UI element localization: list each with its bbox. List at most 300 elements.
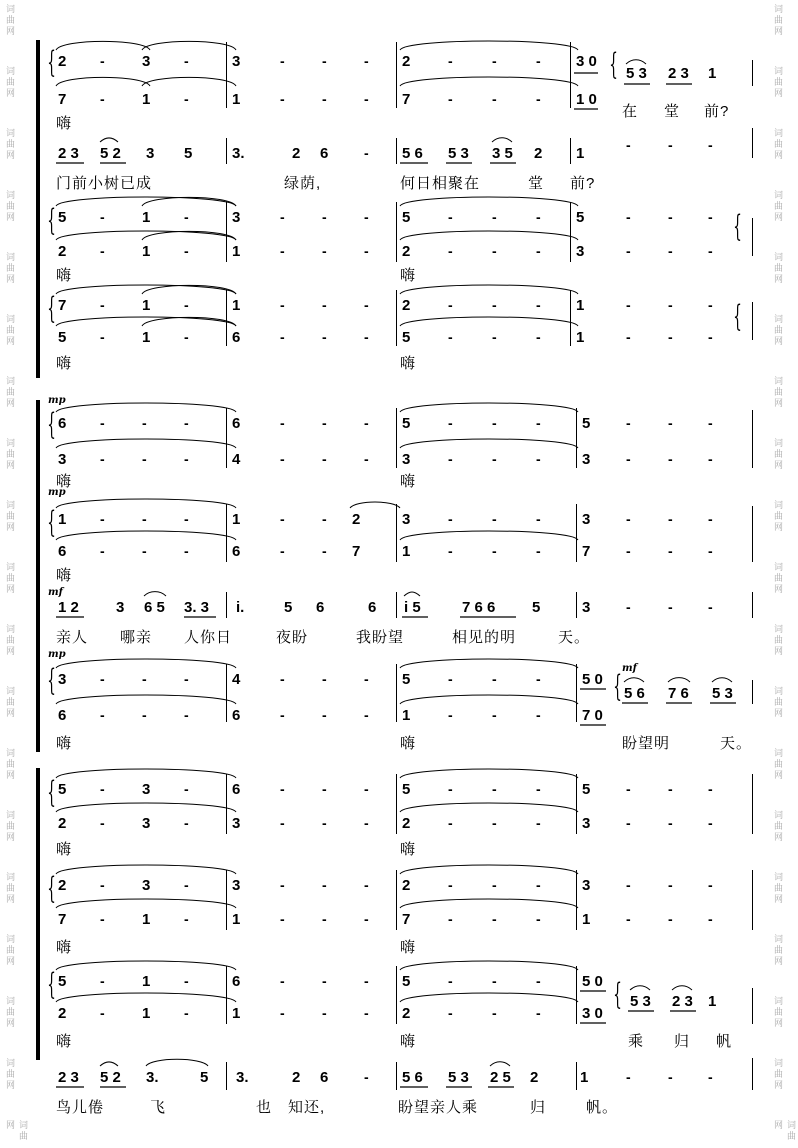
sustain-dash: - <box>100 511 105 527</box>
jianpu-note: 1 <box>232 511 241 528</box>
sustain-dash: - <box>626 1069 631 1085</box>
barline <box>226 966 227 1024</box>
sustain-dash: - <box>536 543 541 559</box>
lyric-text: 嗨 <box>400 735 417 752</box>
lyric-text: 嗨 <box>56 1033 73 1050</box>
barline <box>570 138 571 164</box>
sustain-dash: - <box>668 543 673 559</box>
sustain-dash: - <box>364 877 369 893</box>
barline <box>576 774 577 834</box>
tie-arc <box>56 899 236 908</box>
jianpu-note: 7 0 <box>582 707 603 724</box>
tie-arc <box>400 865 578 874</box>
barline <box>576 408 577 468</box>
sustain-dash: - <box>322 707 327 723</box>
jianpu-note: 3 <box>232 53 241 70</box>
lyric-text: 亲人 <box>56 629 89 646</box>
sustain-dash: - <box>536 815 541 831</box>
barline <box>752 410 753 468</box>
barline <box>396 408 397 468</box>
lyric-text: 嗨 <box>56 841 73 858</box>
part-brace: { <box>47 663 56 698</box>
sustain-dash: - <box>364 815 369 831</box>
sustain-dash: - <box>184 973 189 989</box>
sustain-dash: - <box>142 415 147 431</box>
sustain-dash: - <box>280 877 285 893</box>
system-bracket <box>36 40 44 378</box>
jianpu-note: 5 <box>184 145 193 162</box>
jianpu-note: 5 <box>402 415 411 432</box>
jianpu-note: 6 <box>232 415 241 432</box>
jianpu-note: 3 <box>582 511 591 528</box>
sustain-dash: - <box>322 451 327 467</box>
tie-arc <box>400 77 578 86</box>
jianpu-note: 6 <box>320 1069 329 1086</box>
watermark-text: 词曲网 <box>5 376 15 409</box>
sustain-dash: - <box>280 511 285 527</box>
watermark-text: 词曲网 <box>773 810 783 843</box>
sustain-dash: - <box>280 911 285 927</box>
jianpu-note: 2 <box>58 243 67 260</box>
barline <box>396 42 397 108</box>
sustain-dash: - <box>280 1005 285 1021</box>
tie-arc <box>400 439 578 448</box>
sustain-dash: - <box>364 1069 369 1085</box>
sustain-dash: - <box>448 877 453 893</box>
barline <box>752 506 753 562</box>
sustain-dash: - <box>100 209 105 225</box>
sustain-dash: - <box>492 243 497 259</box>
sustain-dash: - <box>448 415 453 431</box>
sustain-dash: - <box>492 671 497 687</box>
sustain-dash: - <box>448 707 453 723</box>
sustain-dash: - <box>708 911 713 927</box>
jianpu-note: 3 <box>116 599 125 616</box>
jianpu-note: 3 <box>582 877 591 894</box>
sustain-dash: - <box>184 451 189 467</box>
sustain-dash: - <box>626 297 631 313</box>
barline <box>226 202 227 262</box>
sustain-dash: - <box>626 511 631 527</box>
sustain-dash: - <box>322 243 327 259</box>
watermark-text: 词曲网 <box>5 810 15 843</box>
barline <box>226 664 227 722</box>
jianpu-note: 2 <box>402 53 411 70</box>
watermark-text: 词曲网 <box>5 748 15 781</box>
jianpu-note: 2 3 <box>668 65 689 82</box>
tie-arc <box>626 60 646 64</box>
jianpu-note: 1 <box>708 993 717 1010</box>
sustain-dash: - <box>448 815 453 831</box>
lyric-text: 我盼望 <box>356 629 405 646</box>
lyric-text: 知还, <box>288 1099 326 1116</box>
jianpu-note: 5 <box>532 599 541 616</box>
jianpu-note: 3 0 <box>576 53 597 70</box>
jianpu-note: 5 6 <box>624 685 645 702</box>
sustain-dash: - <box>280 415 285 431</box>
jianpu-note: 5 3 <box>630 993 651 1010</box>
sustain-dash: - <box>364 329 369 345</box>
jianpu-note: 3 <box>232 815 241 832</box>
jianpu-note: 7 <box>58 911 67 928</box>
part-brace: { <box>613 977 622 1012</box>
sustain-dash: - <box>492 877 497 893</box>
watermark-text: 词曲网 <box>773 4 783 37</box>
jianpu-note: 3 0 <box>582 1005 603 1022</box>
jianpu-note: 1 <box>232 1005 241 1022</box>
jianpu-note: i. <box>236 599 245 616</box>
sustain-dash: - <box>708 137 713 153</box>
part-brace: { <box>47 967 56 1002</box>
sustain-dash: - <box>492 543 497 559</box>
lyric-text: 嗨 <box>400 267 417 284</box>
sustain-dash: - <box>708 543 713 559</box>
sustain-dash: - <box>142 511 147 527</box>
sustain-dash: - <box>280 781 285 797</box>
jianpu-note: 3 <box>582 599 591 616</box>
tie-arc <box>144 592 166 596</box>
jianpu-note: 3 <box>232 877 241 894</box>
tie-arc <box>142 197 236 206</box>
sustain-dash: - <box>492 911 497 927</box>
sustain-dash: - <box>184 911 189 927</box>
sustain-dash: - <box>322 671 327 687</box>
sustain-dash: - <box>100 53 105 69</box>
jianpu-note: 1 <box>232 243 241 260</box>
sustain-dash: - <box>364 297 369 313</box>
lyric-text: 嗨 <box>56 355 73 372</box>
jianpu-note: 3. <box>146 1069 159 1086</box>
sustain-dash: - <box>708 415 713 431</box>
lyric-text: 嗨 <box>56 567 73 584</box>
tie-arc <box>56 695 236 704</box>
sustain-dash: - <box>322 329 327 345</box>
jianpu-note: 3 <box>402 451 411 468</box>
tie-arc <box>146 1059 208 1066</box>
lyric-text: 夜盼 <box>276 629 309 646</box>
sustain-dash: - <box>100 297 105 313</box>
tie-arc <box>400 899 578 908</box>
sustain-dash: - <box>536 671 541 687</box>
sustain-dash: - <box>536 297 541 313</box>
jianpu-note: 3 <box>582 815 591 832</box>
jianpu-note: 7 <box>402 911 411 928</box>
sustain-dash: - <box>322 209 327 225</box>
jianpu-note: 2 <box>292 145 301 162</box>
jianpu-note: 6 <box>58 415 67 432</box>
tie-arc <box>400 197 578 206</box>
sustain-dash: - <box>626 243 631 259</box>
sustain-dash: - <box>708 297 713 313</box>
sustain-dash: - <box>280 671 285 687</box>
lyric-text: 嗨 <box>56 115 73 132</box>
jianpu-note: 6 <box>232 973 241 990</box>
watermark-text: 词曲网 <box>5 1120 28 1142</box>
jianpu-note: 2 3 <box>58 1069 79 1086</box>
watermark-text: 词曲网 <box>5 686 15 719</box>
jianpu-note: 1 <box>142 329 151 346</box>
sustain-dash: - <box>100 91 105 107</box>
barline <box>396 966 397 1024</box>
tie-arc <box>400 41 578 50</box>
sustain-dash: - <box>100 973 105 989</box>
tie-arc <box>56 865 236 874</box>
lyric-text: 堂 <box>528 175 545 192</box>
lyric-text: 飞 <box>150 1099 167 1116</box>
tie-arc <box>142 317 236 326</box>
watermark-text: 词曲网 <box>5 252 15 285</box>
tie-arc <box>490 1062 510 1066</box>
jianpu-note: 3. 3 <box>184 599 210 616</box>
jianpu-note: 5 2 <box>100 1069 121 1086</box>
watermark-text: 词曲网 <box>5 314 15 347</box>
jianpu-note: 3 <box>146 145 155 162</box>
lyric-text: 相见的明 <box>452 629 517 646</box>
tie-arc <box>56 439 236 448</box>
part-brace: { <box>47 203 56 238</box>
watermark-text: 词曲网 <box>773 562 783 595</box>
sustain-dash: - <box>626 599 631 615</box>
jianpu-note: 1 <box>142 973 151 990</box>
dynamic-marking: mp <box>48 487 66 498</box>
sustain-dash: - <box>184 415 189 431</box>
sustain-dash: - <box>668 209 673 225</box>
watermark-text: 词曲网 <box>773 128 783 161</box>
sustain-dash: - <box>668 451 673 467</box>
barline <box>576 966 577 1024</box>
lyric-text: 堂 <box>664 103 681 120</box>
sustain-dash: - <box>668 243 673 259</box>
tie-arc <box>56 659 236 668</box>
sustain-dash: - <box>708 1069 713 1085</box>
sustain-dash: - <box>448 209 453 225</box>
lyric-text: 乘 <box>628 1033 645 1050</box>
barline <box>576 592 577 618</box>
jianpu-note: 5 <box>582 781 591 798</box>
jianpu-note: 3 <box>142 877 151 894</box>
sustain-dash: - <box>100 781 105 797</box>
tie-arc <box>400 803 578 812</box>
jianpu-note: 6 <box>232 707 241 724</box>
jianpu-note: 5 3 <box>626 65 647 82</box>
sustain-dash: - <box>626 209 631 225</box>
watermark-text: 词曲网 <box>5 500 15 533</box>
sustain-dash: - <box>322 973 327 989</box>
sustain-dash: - <box>100 451 105 467</box>
barline <box>752 870 753 930</box>
part-brace: { <box>613 669 622 704</box>
sustain-dash: - <box>492 973 497 989</box>
dynamic-marking: mp <box>48 649 66 660</box>
barline <box>226 1062 227 1090</box>
jianpu-note: 7 6 <box>668 685 689 702</box>
jianpu-note: 2 3 <box>58 145 79 162</box>
sustain-dash: - <box>184 877 189 893</box>
sustain-dash: - <box>626 451 631 467</box>
part-brace: { <box>609 47 618 82</box>
sustain-dash: - <box>184 543 189 559</box>
jianpu-note: 2 <box>58 53 67 70</box>
jianpu-note: 2 <box>352 511 361 528</box>
sustain-dash: - <box>626 877 631 893</box>
jianpu-note: 3 <box>576 243 585 260</box>
jianpu-note: 6 <box>232 781 241 798</box>
jianpu-note: 5 <box>58 329 67 346</box>
sustain-dash: - <box>280 53 285 69</box>
sustain-dash: - <box>668 599 673 615</box>
sustain-dash: - <box>142 543 147 559</box>
jianpu-note: 5 0 <box>582 973 603 990</box>
lyric-text: 盼望亲人乘 <box>398 1099 479 1116</box>
jianpu-note: 7 <box>352 543 361 560</box>
lyric-text: 盼望明 <box>622 735 671 752</box>
tie-arc <box>400 285 578 294</box>
jianpu-note: 5 <box>58 209 67 226</box>
sustain-dash: - <box>184 243 189 259</box>
jianpu-note: 1 <box>142 911 151 928</box>
tie-arc <box>400 961 578 970</box>
lyric-text: 何日相聚在 <box>400 175 481 192</box>
watermark-text: 词曲网 <box>773 1120 796 1142</box>
sustain-dash: - <box>536 973 541 989</box>
sustain-dash: - <box>668 297 673 313</box>
barline <box>396 504 397 562</box>
jianpu-note: 1 <box>576 329 585 346</box>
sustain-dash: - <box>100 707 105 723</box>
watermark-text: 词曲网 <box>773 314 783 347</box>
jianpu-note: 2 <box>530 1069 539 1086</box>
barline <box>576 504 577 562</box>
jianpu-note: 5 3 <box>448 145 469 162</box>
sustain-dash: - <box>492 415 497 431</box>
watermark-text: 词曲网 <box>773 190 783 223</box>
watermark-text: 词曲网 <box>5 1058 15 1091</box>
sustain-dash: - <box>142 671 147 687</box>
lyric-text: 天。 <box>558 629 591 646</box>
sustain-dash: - <box>626 781 631 797</box>
tie-arc <box>400 993 578 1002</box>
sustain-dash: - <box>708 815 713 831</box>
sustain-dash: - <box>448 511 453 527</box>
sustain-dash: - <box>668 511 673 527</box>
jianpu-note: 7 6 6 <box>462 599 496 616</box>
barline <box>752 1058 753 1090</box>
sustain-dash: - <box>492 707 497 723</box>
sustain-dash: - <box>322 815 327 831</box>
sustain-dash: - <box>322 781 327 797</box>
jianpu-note: 5 <box>576 209 585 226</box>
watermark-text: 词曲网 <box>773 996 783 1029</box>
tie-arc <box>350 502 400 508</box>
sustain-dash: - <box>184 815 189 831</box>
watermark-text: 词曲网 <box>773 500 783 533</box>
tie-arc <box>142 77 236 86</box>
barline <box>752 592 753 618</box>
sustain-dash: - <box>492 451 497 467</box>
sustain-dash: - <box>626 137 631 153</box>
sustain-dash: - <box>708 599 713 615</box>
jianpu-note: 1 <box>232 911 241 928</box>
barline <box>226 592 227 618</box>
sustain-dash: - <box>184 511 189 527</box>
jianpu-note: 1 <box>142 91 151 108</box>
sustain-dash: - <box>492 53 497 69</box>
jianpu-note: 6 <box>58 707 67 724</box>
lyric-text: 帆 <box>716 1033 733 1050</box>
jianpu-note: 7 <box>58 91 67 108</box>
jianpu-note: 3 <box>232 209 241 226</box>
sustain-dash: - <box>322 511 327 527</box>
sustain-dash: - <box>100 329 105 345</box>
sustain-dash: - <box>536 1005 541 1021</box>
watermark-text: 词曲网 <box>5 934 15 967</box>
watermark-text: 词曲网 <box>773 934 783 967</box>
lyric-text: 在 <box>622 103 639 120</box>
jianpu-note: 5 <box>402 781 411 798</box>
sustain-dash: - <box>280 451 285 467</box>
tie-arc <box>56 769 236 778</box>
tie-arc <box>100 1062 118 1066</box>
barline <box>396 774 397 834</box>
sustain-dash: - <box>184 209 189 225</box>
tie-arc <box>404 592 420 596</box>
lyric-text: 门前小树已成 <box>56 175 153 192</box>
sustain-dash: - <box>448 911 453 927</box>
jianpu-note: 1 <box>232 297 241 314</box>
barline <box>396 202 397 262</box>
tie-arc <box>400 317 578 326</box>
sustain-dash: - <box>280 91 285 107</box>
sustain-dash: - <box>536 209 541 225</box>
jianpu-note: 1 <box>58 511 67 528</box>
sustain-dash: - <box>184 1005 189 1021</box>
watermark-text: 词曲网 <box>773 438 783 471</box>
jianpu-note: 1 <box>580 1069 589 1086</box>
part-brace: { <box>47 871 56 906</box>
jianpu-note: 3 <box>142 53 151 70</box>
tie-arc <box>142 231 236 240</box>
sustain-dash: - <box>536 243 541 259</box>
tie-arc <box>56 531 236 540</box>
sustain-dash: - <box>626 543 631 559</box>
jianpu-note: 5 <box>200 1069 209 1086</box>
lyric-text: 嗨 <box>400 939 417 956</box>
sustain-dash: - <box>142 707 147 723</box>
jianpu-note: 1 <box>142 243 151 260</box>
lyric-text: 也 <box>256 1099 273 1116</box>
jianpu-note: 6 <box>58 543 67 560</box>
sustain-dash: - <box>100 877 105 893</box>
jianpu-note: 2 <box>402 1005 411 1022</box>
sustain-dash: - <box>448 297 453 313</box>
lyric-text: 嗨 <box>56 939 73 956</box>
sustain-dash: - <box>536 451 541 467</box>
jianpu-note: i 5 <box>404 599 421 616</box>
sustain-dash: - <box>668 329 673 345</box>
lyric-text: 前? <box>570 175 596 192</box>
sustain-dash: - <box>492 511 497 527</box>
sustain-dash: - <box>364 145 369 161</box>
sustain-dash: - <box>364 671 369 687</box>
barline <box>226 504 227 562</box>
sustain-dash: - <box>184 297 189 313</box>
sustain-dash: - <box>492 91 497 107</box>
sustain-dash: - <box>492 1005 497 1021</box>
jianpu-note: 3. <box>236 1069 249 1086</box>
jianpu-note: 6 <box>316 599 325 616</box>
jianpu-note: 1 <box>232 91 241 108</box>
sustain-dash: - <box>322 877 327 893</box>
